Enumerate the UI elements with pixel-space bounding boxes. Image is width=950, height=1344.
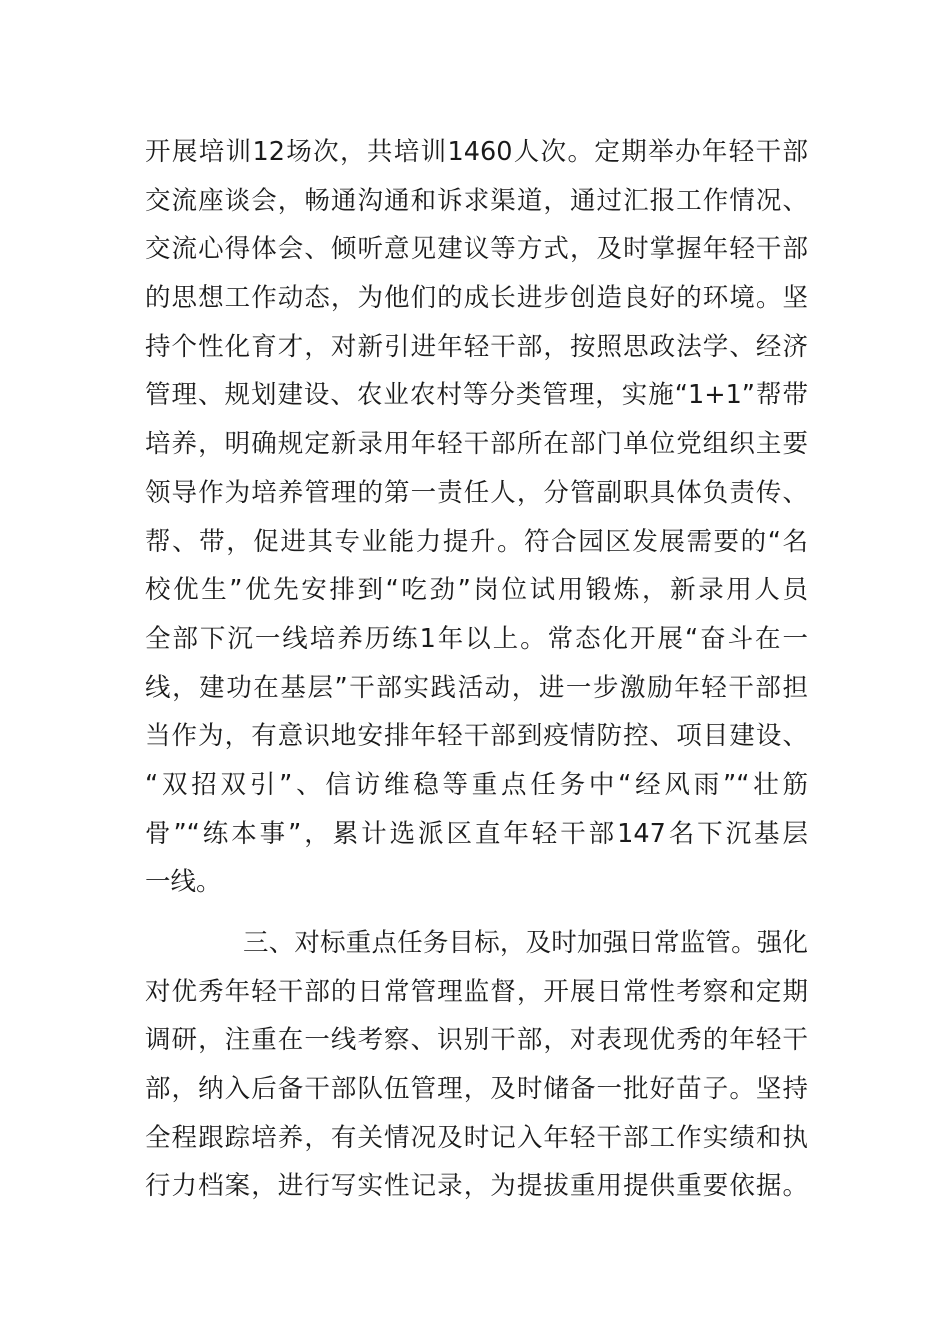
text-line: 交流座谈会，畅通沟通和诉求渠道，通过汇报工作情况、 (145, 185, 808, 216)
paragraph-training (145, 128, 808, 907)
paragraph-supervision (145, 919, 808, 1211)
text-line: 部，纳入后备干部队伍管理，及时储备一批好苗子。坚持 (145, 1074, 808, 1105)
text-line: 交流心得体会、倾听意见建议等方式，及时掌握年轻干部 (145, 234, 808, 265)
text-line: 开展培训12场次，共培训1460人次。定期举办年轻干部 (145, 137, 808, 167)
text-line: 全部下沉一线培养历练1年以上。常态化开展“奋斗在一 (145, 623, 808, 654)
text-line: 的思想工作动态，为他们的成长进步创造良好的环境。坚 (145, 283, 808, 314)
text-line: 骨”“练本事”，累计选派区直年轻干部147名下沉基层 (145, 818, 808, 849)
text-line: 校优生”优先安排到“吃劲”岗位试用锻炼，新录用人员 (145, 575, 808, 606)
section-heading-line: 三、对标重点任务目标，及时加强日常监管。强化 (243, 928, 808, 958)
text-line: 对优秀年轻干部的日常管理监督，开展日常性考察和定期 (145, 976, 808, 1007)
text-line: 调研，注重在一线考察、识别干部，对表现优秀的年轻干 (145, 1025, 808, 1056)
text-line: 管理、规划建设、农业农村等分类管理，实施“1+1”帮带 (145, 380, 808, 411)
text-line: 持个性化育才，对新引进年轻干部，按照思政法学、经济 (145, 331, 808, 362)
text-line: “双招双引”、信访维稳等重点任务中“经风雨”“壮筋 (145, 769, 808, 800)
text-line: 领导作为培养管理的第一责任人，分管副职具体负责传、 (145, 477, 808, 508)
text-line: 培养，明确规定新录用年轻干部所在部门单位党组织主要 (145, 429, 808, 460)
text-line: 当作为，有意识地安排年轻干部到疫情防控、项目建设、 (145, 721, 808, 752)
text-line: 一线。 (145, 867, 222, 898)
text-line: 全程跟踪培养，有关情况及时记入年轻干部工作实绩和执 (145, 1122, 808, 1153)
text-line: 线，建功在基层”干部实践活动，进一步激励年轻干部担 (145, 672, 808, 703)
text-line: 帮、带，促进其专业能力提升。符合园区发展需要的“名 (145, 526, 808, 557)
text-line: 行力档案，进行写实性记录，为提拔重用提供重要依据。 (145, 1171, 808, 1202)
